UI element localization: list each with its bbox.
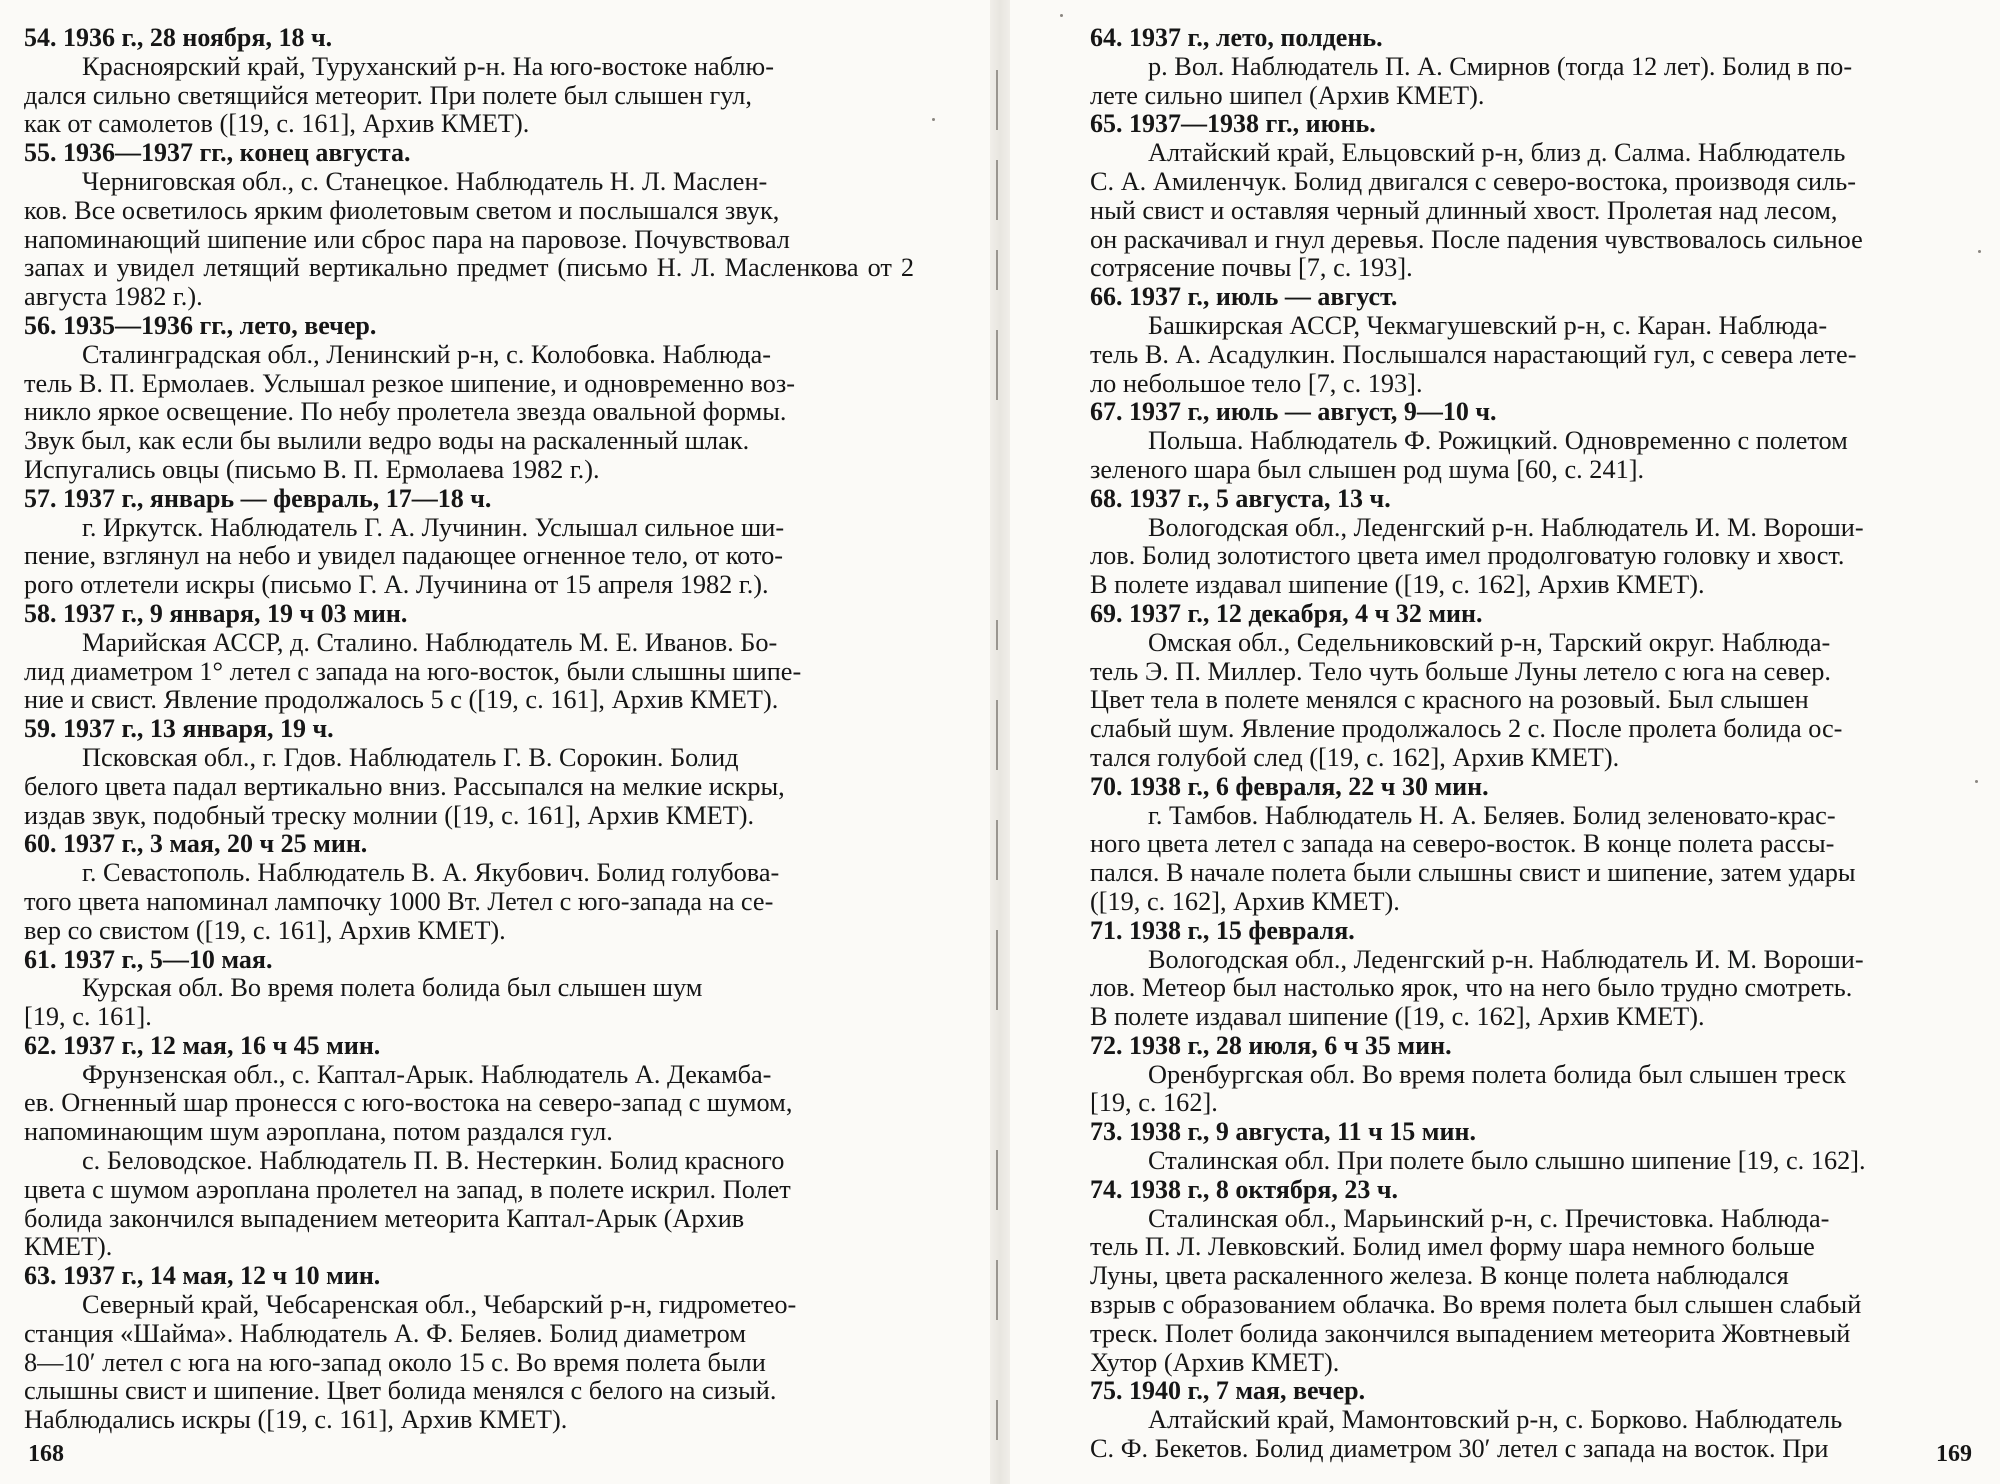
catalog-entry [1090, 398, 1980, 484]
paragraph-line: [19, с. 161]. [24, 1002, 152, 1032]
entry-paragraph [1090, 427, 1980, 485]
paragraph-line: Северный край, Чебсаренская обл., Чебарский р-н, гидрометео- [82, 1290, 797, 1320]
paragraph-line: лов. Метеор был настолько ярок, что на него было трудно смотреть. [1090, 973, 1853, 1003]
right-page [1010, 0, 2000, 1484]
paragraph-line: Испугались овцы (письмо В. П. Ермолаева 1982 г.). [24, 454, 600, 484]
paragraph-line: тель В. А. Асадулкин. Послышался нарастающий гул, с севера лете- [1090, 339, 1857, 369]
entry-paragraph [1090, 1147, 1980, 1176]
entry-heading: 70. 1938 г., 6 февраля, 22 ч 30 мин. [1090, 771, 1489, 801]
gutter-mark [996, 70, 998, 130]
paragraph-line: Алтайский край, Ельцовский р-н, близ д. Салма. Наблюдатель [1148, 138, 1846, 168]
entry-paragraph [1090, 1406, 1980, 1464]
entry-paragraph [1090, 629, 1980, 773]
paragraph-line: запах и увидел летящий вертикально предмет (письмо Н. Л. Масленкова от 2 августа 1982 г.). [24, 253, 914, 312]
paragraph-line: издав звук, подобный треску молнии ([19, с. 161], Архив КМЕТ). [24, 800, 755, 830]
paragraph-line: Омская обл., Седельниковский р-н, Тарский округ. Наблюда- [1148, 627, 1831, 657]
gutter-mark [996, 1150, 998, 1210]
paragraph-line: В полете издавал шипение ([19, с. 162], Архив КМЕТ). [1090, 1002, 1705, 1032]
paragraph-line: Польша. Наблюдатель Ф. Рожицкий. Одновременно с полетом [1148, 426, 1848, 456]
entry-heading: 73. 1938 г., 9 августа, 11 ч 15 мин. [1090, 1117, 1476, 1147]
paragraph-line: вер со свистом ([19, с. 161], Архив КМЕТ). [24, 915, 506, 945]
paragraph-line: [19, с. 162]. [1090, 1088, 1218, 1118]
entry-paragraph [24, 1291, 914, 1435]
scan-speck [1978, 250, 1981, 253]
paragraph-line: дался сильно светящийся метеорит. При полете был слышен гул, [24, 80, 752, 110]
paragraph-line: он раскачивал и гнул деревья. После падения чувствовалось сильное [1090, 224, 1863, 254]
paragraph-line: С. Ф. Бекетов. Болид диаметром 30′ летел с запада на восток. При [1090, 1434, 1829, 1464]
paragraph-line: напоминающим шум аэроплана, потом раздался гул. [24, 1117, 613, 1147]
entry-heading: 69. 1937 г., 12 декабря, 4 ч 32 мин. [1090, 598, 1483, 628]
paragraph-line: Вологодская обл., Леденгский р-н. Наблюдатель И. М. Вороши- [1148, 512, 1864, 542]
entry-heading: 67. 1937 г., июль — август, 9—10 ч. [1090, 397, 1497, 427]
paragraph-line: как от самолетов ([19, с. 161], Архив КМЕТ). [24, 109, 530, 139]
entry-heading: 59. 1937 г., 13 января, 19 ч. [24, 714, 334, 744]
paragraph-line: взрыв с образованием облачка. Во время полета был слышен слабый [1090, 1290, 1862, 1320]
entry-paragraph [24, 974, 914, 1032]
entry-paragraph [24, 629, 914, 715]
entry-heading: 62. 1937 г., 12 мая, 16 ч 45 мин. [24, 1030, 381, 1060]
entry-paragraph [24, 744, 914, 830]
page-number-right: 169 [1936, 1441, 1972, 1467]
entry-heading: 63. 1937 г., 14 мая, 12 ч 10 мин. [24, 1261, 381, 1291]
catalog-entry [24, 830, 914, 945]
paragraph-line: станция «Шайма». Наблюдатель А. Ф. Беляев. Болид диаметром [24, 1318, 746, 1348]
catalog-entry [24, 312, 914, 485]
scan-speck [1060, 14, 1063, 17]
paragraph-line: Фрунзенская обл., с. Каптал-Арык. Наблюдатель А. Декамба- [82, 1059, 772, 1089]
paragraph-line: Цвет тела в полете менялся с красного на розовый. Был слышен [1090, 685, 1809, 715]
paragraph-line: того цвета напоминал лампочку 1000 Вт. Летел с юго-запада на се- [24, 886, 774, 916]
paragraph-line: цвета с шумом аэроплана пролетел на запад, в полете искрил. Полет [24, 1174, 791, 1204]
paragraph-line: болида закончился выпадением метеорита Каптал-Арык (Архив [24, 1203, 745, 1233]
paragraph-line: никло яркое освещение. По небу пролетела звезда овальной формы. [24, 397, 787, 427]
paragraph-line: г. Севастополь. Наблюдатель В. А. Якубович. Болид голубова- [82, 858, 780, 888]
entry-heading: 61. 1937 г., 5—10 мая. [24, 944, 273, 974]
entry-heading: 74. 1938 г., 8 октября, 23 ч. [1090, 1174, 1399, 1204]
catalog-entry [1090, 1118, 1980, 1176]
entry-paragraph [1090, 946, 1980, 1032]
paragraph-line: лов. Болид золотистого цвета имел продолговатую головку и хвост. [1090, 541, 1845, 571]
entry-heading: 72. 1938 г., 28 июля, 6 ч 35 мин. [1090, 1030, 1452, 1060]
scan-speck [932, 118, 935, 121]
gutter-mark [996, 160, 998, 220]
paragraph-line: тель П. Л. Левковский. Болид имел форму шара немного больше [1090, 1232, 1815, 1262]
entry-paragraph [24, 168, 914, 312]
paragraph-line: ([19, с. 162], Архив КМЕТ). [1090, 886, 1400, 916]
entry-paragraph [24, 1061, 914, 1147]
paragraph-line: Псковская обл., г. Гдов. Наблюдатель Г. В. Сорокин. Болид [82, 742, 739, 772]
paragraph-line: Алтайский край, Мамонтовский р-н, с. Борково. Наблюдатель [1148, 1405, 1843, 1435]
paragraph-line: Сталинградская обл., Ленинский р-н, с. Колобовка. Наблюда- [82, 339, 772, 369]
gutter-mark [996, 250, 998, 290]
paragraph-line: ков. Все осветилось ярким фиолетовым светом и послышался звук, [24, 195, 780, 225]
paragraph-line: Красноярский край, Туруханский р-н. На юго-востоке наблю- [82, 51, 774, 81]
entry-heading: 56. 1935—1936 гг., лето, вечер. [24, 310, 377, 340]
entry-heading: 75. 1940 г., 7 мая, вечер. [1090, 1376, 1366, 1406]
catalog-entry [1090, 283, 1980, 398]
paragraph-line: Луны, цвета раскаленного железа. В конце полета наблюдался [1090, 1261, 1789, 1291]
entry-heading: 57. 1937 г., январь — февраль, 17—18 ч. [24, 483, 492, 513]
entry-heading: 68. 1937 г., 5 августа, 13 ч. [1090, 483, 1391, 513]
paragraph-line: г. Иркутск. Наблюдатель Г. А. Лучинин. Услышал сильное ши- [82, 512, 785, 542]
catalog-entry [1090, 600, 1980, 773]
entry-heading: 55. 1936—1937 гг., конец августа. [24, 138, 411, 168]
entry-heading: 60. 1937 г., 3 мая, 20 ч 25 мин. [24, 829, 368, 859]
catalog-entry [1090, 917, 1980, 1032]
entry-paragraph [24, 53, 914, 139]
entry-paragraph [24, 514, 914, 600]
entry-heading: 54. 1936 г., 28 ноября, 18 ч. [24, 23, 333, 52]
catalog-entry [1090, 1176, 1980, 1378]
paragraph-line: лете сильно шипел (Архив КМЕТ). [1090, 80, 1485, 110]
entry-paragraph [24, 341, 914, 485]
paragraph-line: ный свист и оставляя черный длинный хвост. Пролетая над лесом, [1090, 195, 1838, 225]
paragraph-line: ло небольшое тело [7, с. 193]. [1090, 368, 1423, 398]
paragraph-line: ние и свист. Явление продолжалось 5 с ([19, с. 161], Архив КМЕТ). [24, 685, 779, 715]
catalog-entry [24, 24, 914, 139]
paragraph-line: Сталинская обл., Марьинский р-н, с. Пречистовка. Наблюда- [1148, 1203, 1830, 1233]
paragraph-line: Оренбургская обл. Во время полета болида был слышен треск [1148, 1059, 1846, 1089]
paragraph-line: ев. Огненный шар пронесся с юго-востока на северо-запад с шумом, [24, 1088, 793, 1118]
paragraph-line: пался. В начале полета были слышны свист и шипение, затем удары [1090, 858, 1856, 888]
paragraph-line: сотрясение почвы [7, с. 193]. [1090, 253, 1413, 283]
paragraph-line: Звук был, как если бы вылили ведро воды на раскаленный шлак. [24, 426, 750, 456]
catalog-entry [24, 1032, 914, 1262]
catalog-entry [24, 600, 914, 715]
entry-paragraph [1090, 53, 1980, 111]
entry-paragraph [1090, 139, 1980, 283]
entry-paragraph [24, 859, 914, 945]
paragraph-line: Башкирская АССР, Чекмагушевский р-н, с. Каран. Наблюда- [1148, 310, 1828, 340]
paragraph-line: КМЕТ). [24, 1232, 113, 1262]
left-page [0, 0, 990, 1484]
paragraph-line: 8—10′ летел с юга на юго-запад около 15 с. Во время полета были [24, 1347, 766, 1377]
gutter-mark [996, 330, 998, 400]
catalog-entry [1090, 110, 1980, 283]
paragraph-line: С. А. Амиленчук. Болид двигался с северо-востока, производя силь- [1090, 166, 1856, 196]
paragraph-line: тался голубой след ([19, с. 162], Архив КМЕТ). [1090, 742, 1620, 772]
entry-heading: 58. 1937 г., 9 января, 19 ч 03 мин. [24, 598, 408, 628]
right-entries [1090, 24, 1980, 1464]
paragraph-line: г. Тамбов. Наблюдатель Н. А. Беляев. Болид зеленовато-крас- [1148, 800, 1836, 830]
paragraph-line: Курская обл. Во время полета болида был слышен шум [82, 973, 703, 1003]
entry-paragraph [1090, 1061, 1980, 1119]
entry-heading: 64. 1937 г., лето, полдень. [1090, 23, 1383, 52]
entry-heading: 65. 1937—1938 гг., июнь. [1090, 109, 1376, 139]
catalog-entry [24, 139, 914, 312]
paragraph-line: белого цвета падал вертикально вниз. Рассыпался на мелкие искры, [24, 771, 785, 801]
paragraph-line: зеленого шара был слышен род шума [60, с. 241]. [1090, 454, 1645, 484]
catalog-entry [1090, 24, 1980, 110]
paragraph-line: В полете издавал шипение ([19, с. 162], Архив КМЕТ). [1090, 570, 1705, 600]
catalog-entry [24, 946, 914, 1032]
entry-paragraph [1090, 802, 1980, 917]
entry-paragraph [24, 1147, 914, 1262]
gutter-mark [996, 1400, 998, 1440]
paragraph-line: с. Беловодское. Наблюдатель П. В. Нестеркин. Болид красного [82, 1146, 785, 1176]
paragraph-line: Сталинская обл. При полете было слышно шипение [19, с. 162]. [1148, 1146, 1866, 1176]
paragraph-line: слышны свист и шипение. Цвет болида менялся с белого на сизый. [24, 1376, 777, 1406]
entry-heading: 66. 1937 г., июль — август. [1090, 282, 1398, 312]
paragraph-line: Марийская АССР, д. Сталино. Наблюдатель М. Е. Иванов. Бо- [82, 627, 778, 657]
entry-paragraph [1090, 514, 1980, 600]
catalog-entry [1090, 773, 1980, 917]
paragraph-line: Наблюдались искры ([19, с. 161], Архив КМЕТ). [24, 1405, 568, 1435]
gutter [990, 0, 1010, 1484]
paragraph-line: Черниговская обл., с. Станецкое. Наблюдатель Н. Л. Маслен- [82, 166, 768, 196]
paragraph-line: рого отлетели искры (письмо Г. А. Лучинина от 15 апреля 1982 г.). [24, 570, 769, 600]
paragraph-line: слабый шум. Явление продолжалось 2 с. После пролета болида ос- [1090, 714, 1843, 744]
paragraph-line: пение, взглянул на небо и увидел падающее огненное тело, от кото- [24, 541, 784, 571]
gutter-mark [996, 1260, 998, 1320]
paragraph-line: ного цвета летел с запада на северо-восток. В конце полета рассы- [1090, 829, 1835, 859]
paragraph-line: тель Э. П. Миллер. Тело чуть больше Луны летело с юга на север. [1090, 656, 1831, 686]
gutter-mark [996, 620, 998, 650]
scan-speck [1975, 780, 1978, 783]
entry-heading: 71. 1938 г., 15 февраля. [1090, 915, 1355, 945]
paragraph-line: лид диаметром 1° летел с запада на юго-восток, были слышны шипе- [24, 656, 802, 686]
paragraph-line: Вологодская обл., Леденгский р-н. Наблюдатель И. М. Вороши- [1148, 944, 1864, 974]
catalog-entry [1090, 1032, 1980, 1118]
paragraph-line: треск. Полет болида закончился выпадением метеорита Жовтневый [1090, 1318, 1851, 1348]
entry-paragraph [1090, 1205, 1980, 1378]
catalog-entry [1090, 485, 1980, 600]
catalog-entry [1090, 1377, 1980, 1463]
paragraph-line: напоминающий шипение или сброс пара на паровозе. Почувствовал [24, 224, 790, 254]
gutter-mark [996, 700, 998, 770]
paragraph-line: Хутор (Архив КМЕТ). [1090, 1347, 1340, 1377]
left-entries [24, 24, 914, 1435]
page-number-left: 168 [28, 1441, 64, 1467]
gutter-mark [996, 820, 998, 880]
paragraph-line: р. Вол. Наблюдатель П. А. Смирнов (тогда 12 лет). Болид в по- [1148, 51, 1853, 81]
catalog-entry [24, 1262, 914, 1435]
paragraph-line: тель В. П. Ермолаев. Услышал резкое шипение, и одновременно воз- [24, 368, 796, 398]
catalog-entry [24, 485, 914, 600]
gutter-mark [996, 930, 998, 1010]
entry-paragraph [1090, 312, 1980, 398]
catalog-entry [24, 715, 914, 830]
